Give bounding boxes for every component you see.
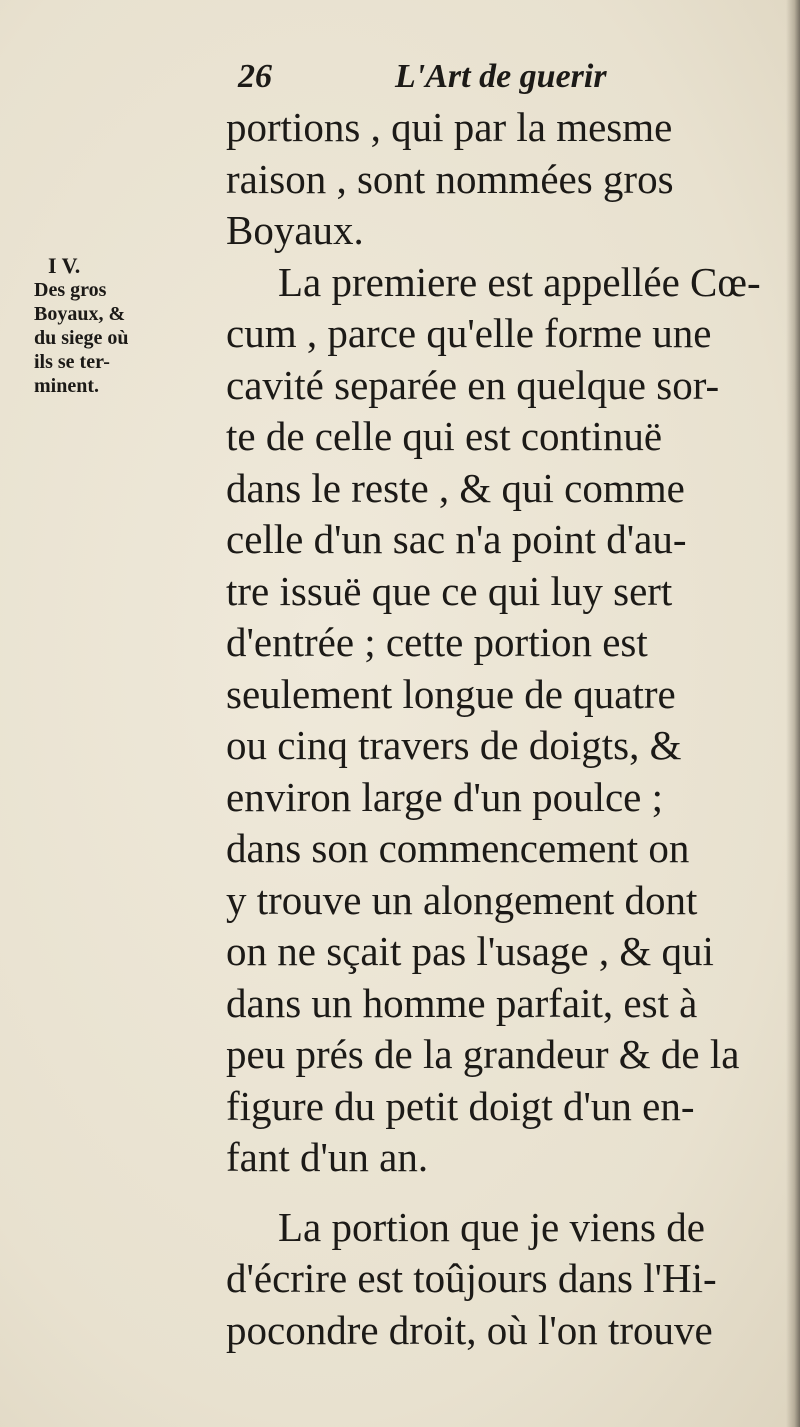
text-line: d'écrire est toûjours dans l'Hi- (226, 1255, 717, 1301)
running-head (0, 58, 800, 98)
paragraph-3 (226, 1202, 794, 1357)
margin-note-line: Des gros (34, 279, 107, 301)
text-line: te de celle qui est continuë (226, 413, 663, 459)
text-line: figure du petit doigt d'un en- (226, 1082, 695, 1129)
text-line: La portion que je viens de (278, 1203, 705, 1250)
text-line: cavité separée en quelque sor- (226, 361, 720, 408)
page-number: 26 (238, 58, 272, 95)
text-line: Boyaux. (226, 207, 364, 253)
text-line: cum , parce qu'elle forme une (226, 310, 712, 356)
text-line: tre issuë que ce qui luy sert (226, 567, 673, 614)
text-line: portions , qui par la mesme (226, 104, 673, 150)
margin-note-line: Boyaux, & (34, 303, 126, 325)
text-line: dans un homme parfait, est à (226, 979, 698, 1026)
text-line: raison , sont nommées gros (226, 155, 674, 202)
margin-note (34, 254, 224, 398)
paragraph-2 (226, 257, 794, 1184)
margin-note-line: ils se ter- (34, 351, 110, 373)
text-line: pocondre droit, où l'on trouve (226, 1306, 713, 1353)
margin-note-line: I V. (48, 253, 81, 278)
text-line: y trouve un alongement dont (226, 876, 698, 923)
text-line: d'entrée ; cette portion est (226, 619, 648, 665)
text-line: on ne sçait pas l'usage , & qui (226, 928, 714, 974)
text-line: seulement longue de quatre (226, 670, 676, 717)
running-title: L'Art de guerir (395, 58, 607, 95)
text-line: dans son commencement on (226, 825, 690, 871)
text-line: celle d'un sac n'a point d'au- (226, 516, 687, 562)
body-text (226, 102, 794, 1356)
text-line: fant d'un an. (226, 1134, 429, 1180)
text-line: La premiere est appellée Cœ- (278, 258, 761, 305)
paragraph-gap (226, 1184, 794, 1202)
paragraph-1 (226, 102, 794, 257)
text-line: environ large d'un poulce ; (226, 773, 664, 820)
margin-note-line: du siege où (34, 327, 129, 349)
text-line: peu prés de la grandeur & de la (226, 1031, 740, 1077)
text-line: ou cinq travers de doigts, & (226, 722, 682, 768)
margin-note-line: minent. (34, 375, 99, 397)
text-line: dans le reste , & qui comme (226, 464, 685, 511)
